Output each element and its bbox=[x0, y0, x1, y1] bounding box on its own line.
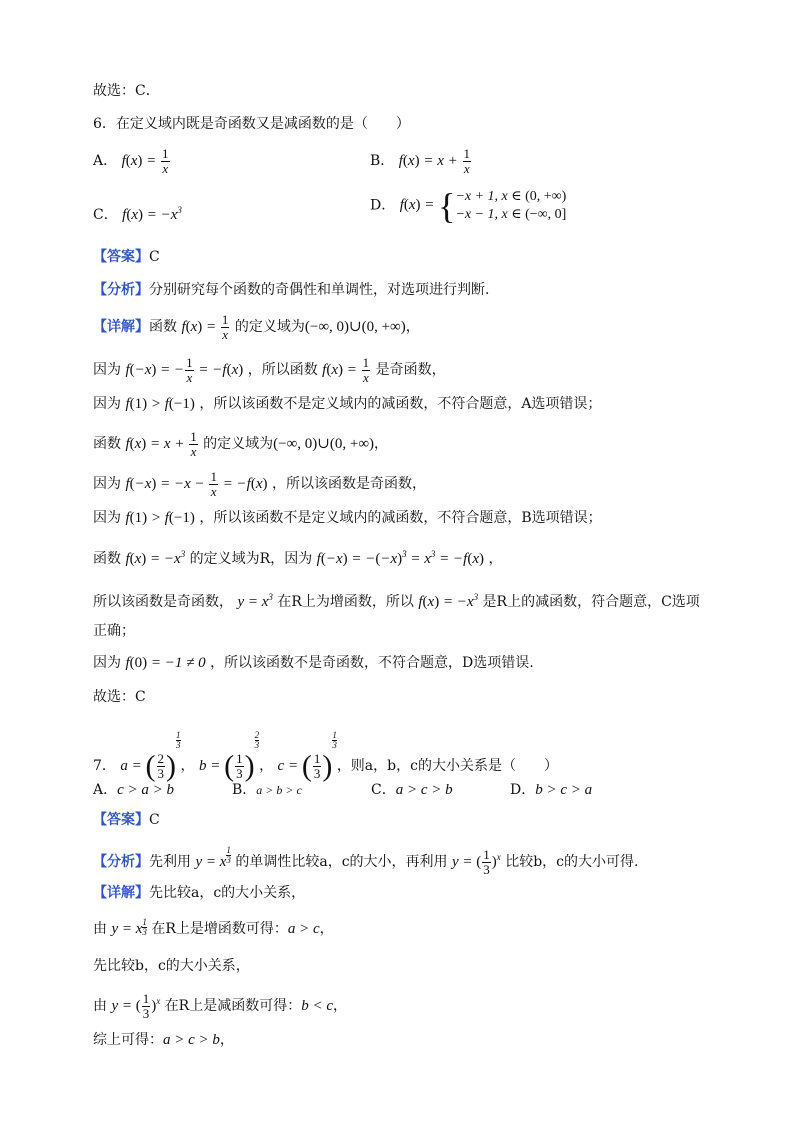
q6-detail-1: 【详解】函数 f(x) = $\frac{1}{x}$ 的定义域为(−∞, 0)∪(0, +∞)， bbox=[93, 312, 420, 342]
q6-option-b-formula: f(x) = x + $\frac{1}{x}$ bbox=[398, 146, 470, 176]
q6-detail-10: 因为 f(0) = −1 ≠ 0 ，所以该函数不是奇函数，不符合题意，D选项错误. bbox=[93, 655, 534, 671]
q7-option-a: A．c > a > b bbox=[93, 782, 175, 798]
q6-option-d: D． f(x) = { −x + 1, x ∈ (0, +∞) −x − 1, x ∈ (−∞, 0] bbox=[370, 186, 567, 226]
q6-option-d-formula: f(x) = { −x + 1, x ∈ (0, +∞) −x − 1, x ∈ (−∞, 0] bbox=[399, 186, 567, 226]
q7-option-d: D．b > c > a bbox=[510, 782, 593, 798]
q7-detail-4: 由 y = ( $\frac{1}{3}$ )$^x$ 在R上是减函数可得：b < c， bbox=[93, 991, 348, 1022]
q6-answer: 【答案】C bbox=[93, 249, 160, 265]
q6-option-c: C． $f(x) = -x^3$ bbox=[93, 205, 182, 223]
q7-option-b: B．a > b > c bbox=[232, 782, 302, 798]
q6-option-a: A． f(x) = $\frac{1}{x}$ bbox=[93, 146, 169, 176]
q6-detail-8: 所以该函数是奇函数， $y = x^3$ 在R上为增函数，所以 $f(x) = -x^3$ 是R上的减函数，符合题意，C选项 bbox=[93, 592, 700, 610]
q7-detail-1: 【详解】先比较a，c的大小关系， bbox=[93, 885, 306, 901]
q6-detail-4: 函数 f(x) = x + $\frac{1}{x}$ 的定义域为(−∞, 0)∪(0, +∞)， bbox=[93, 429, 389, 459]
q6-detail-5: 因为 f(−x) = −x − $\frac{1}{x}$ = −f(x) ，所以该函数是奇函数， bbox=[93, 469, 426, 499]
q7-answer: 【答案】C bbox=[93, 812, 160, 828]
q6-option-c-formula: $f(x) = -x^3$ bbox=[122, 205, 182, 223]
q6-detail-2: 因为 f(−x) = − $\frac{1}{x}$ = −f(x) ，所以函数 f(x) = $\frac{1}{x}$ 是奇函数， bbox=[93, 355, 446, 385]
q7-expr-c: c = ( $\frac{1}{3}$ ) $\frac{1}{3}$ bbox=[277, 730, 337, 783]
q6-detail-3: 因为 f(1) > f(−1) ，所以该函数不是定义域内的减函数，不符合题意，A选项错误； bbox=[93, 396, 602, 412]
q6-option-a-formula: f(x) = $\frac{1}{x}$ bbox=[121, 146, 169, 176]
q6-analysis: 【分析】分别研究每个函数的奇偶性和单调性，对选项进行判断. bbox=[93, 282, 490, 298]
q7-analysis: 【分析】先利用 y = x $\frac{1}{3}$ 的单调性比较a，c的大小，再利用 y = ( $\frac{1}{3}$ )$^x$ 比较b，c的大小可得. bbox=[93, 845, 639, 878]
q6-detail-7: 函数 $f(x) = -x^3$ 的定义域为R，因为 $f(-x) = -(-x)^3 = x^3 = -f(x)$ ， bbox=[93, 549, 503, 567]
q6-end: 故选：C bbox=[93, 689, 146, 705]
q6-option-b: B． f(x) = x + $\frac{1}{x}$ bbox=[370, 146, 470, 176]
q6-detail-6: 因为 f(1) > f(−1) ，所以该函数不是定义域内的减函数，不符合题意，B选项错误； bbox=[93, 510, 602, 526]
q7-detail-2: 由 y = x $\frac{1}{3}$ 在R上是增函数可得：a > c， bbox=[93, 917, 334, 937]
q6-detail-9: 正确； bbox=[93, 623, 135, 639]
q7-option-c: C．a > c > b bbox=[371, 782, 453, 798]
question-7-stem: 7． a = ( $\frac{2}{3}$ ) $\frac{1}{3}$ ， b = ( $\frac{1}{3}$ ) $\frac{2}{3}$ ， c = ( $\frac{1}{3}$ ) $\frac{1}{3}$ ，则a，b，c的大小关系是（ ） bbox=[93, 730, 558, 783]
line-select-c: 故选：C． bbox=[93, 83, 160, 99]
q7-detail-5: 综上可得：a > c > b， bbox=[93, 1032, 234, 1048]
question-6-stem: 6．在定义域内既是奇函数又是减函数的是（ ） bbox=[93, 116, 410, 132]
q7-expr-b: b = ( $\frac{1}{3}$ ) $\frac{2}{3}$ bbox=[198, 730, 260, 783]
q7-expr-a: a = ( $\frac{2}{3}$ ) $\frac{1}{3}$ bbox=[120, 730, 181, 783]
q7-detail-3: 先比较b，c的大小关系， bbox=[93, 958, 250, 974]
